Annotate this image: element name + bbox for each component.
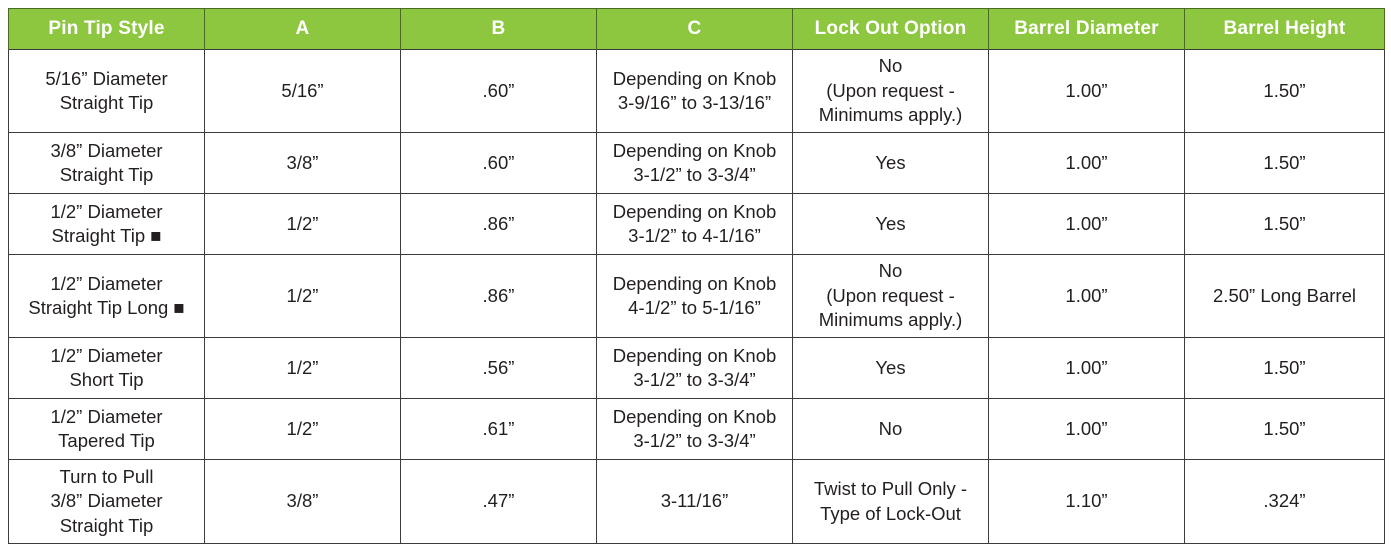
cell-lock-out-option: Twist to Pull Only - Type of Lock-Out bbox=[793, 460, 989, 544]
cell-b: .47” bbox=[401, 460, 597, 544]
cell-b: .60” bbox=[401, 133, 597, 194]
cell-c: Depending on Knob 3-1/2” to 3-3/4” bbox=[597, 338, 793, 399]
cell-pin-tip-style: 1/2” Diameter Short Tip bbox=[9, 338, 205, 399]
cell-lock-out-option: Yes bbox=[793, 194, 989, 255]
table-row bbox=[9, 133, 1385, 194]
cell-lock-out-option: No bbox=[793, 399, 989, 460]
cell-pin-tip-style: 1/2” Diameter Straight Tip ■ bbox=[9, 194, 205, 255]
cell-barrel-diameter: 1.00” bbox=[989, 194, 1185, 255]
pin-tip-spec-table bbox=[8, 8, 1385, 544]
spec-table-container bbox=[8, 8, 1385, 544]
cell-b: .86” bbox=[401, 255, 597, 338]
cell-barrel-diameter: 1.10” bbox=[989, 460, 1185, 544]
table-row bbox=[9, 338, 1385, 399]
cell-barrel-height: 1.50” bbox=[1185, 50, 1385, 133]
cell-pin-tip-style: 5/16” Diameter Straight Tip bbox=[9, 50, 205, 133]
cell-b: .56” bbox=[401, 338, 597, 399]
cell-lock-out-option: Yes bbox=[793, 338, 989, 399]
cell-barrel-diameter: 1.00” bbox=[989, 133, 1185, 194]
cell-c: Depending on Knob 3-1/2” to 4-1/16” bbox=[597, 194, 793, 255]
header-b: B bbox=[401, 9, 597, 50]
cell-a: 1/2” bbox=[205, 194, 401, 255]
cell-lock-out-option: No (Upon request - Minimums apply.) bbox=[793, 255, 989, 338]
cell-barrel-height: .324” bbox=[1185, 460, 1385, 544]
cell-barrel-diameter: 1.00” bbox=[989, 50, 1185, 133]
cell-barrel-height: 1.50” bbox=[1185, 194, 1385, 255]
cell-c: Depending on Knob 4-1/2” to 5-1/16” bbox=[597, 255, 793, 338]
table-row bbox=[9, 460, 1385, 544]
cell-a: 5/16” bbox=[205, 50, 401, 133]
cell-a: 1/2” bbox=[205, 399, 401, 460]
header-lock-out-option: Lock Out Option bbox=[793, 9, 989, 50]
cell-b: .61” bbox=[401, 399, 597, 460]
header-a: A bbox=[205, 9, 401, 50]
cell-barrel-diameter: 1.00” bbox=[989, 255, 1185, 338]
cell-lock-out-option: No (Upon request - Minimums apply.) bbox=[793, 50, 989, 133]
cell-a: 3/8” bbox=[205, 460, 401, 544]
cell-c: 3-11/16” bbox=[597, 460, 793, 544]
cell-lock-out-option: Yes bbox=[793, 133, 989, 194]
table-row bbox=[9, 50, 1385, 133]
cell-c: Depending on Knob 3-1/2” to 3-3/4” bbox=[597, 133, 793, 194]
cell-pin-tip-style: Turn to Pull 3/8” Diameter Straight Tip bbox=[9, 460, 205, 544]
cell-barrel-diameter: 1.00” bbox=[989, 338, 1185, 399]
table-row bbox=[9, 194, 1385, 255]
cell-barrel-height: 1.50” bbox=[1185, 399, 1385, 460]
cell-pin-tip-style: 1/2” Diameter Tapered Tip bbox=[9, 399, 205, 460]
cell-c: Depending on Knob 3-1/2” to 3-3/4” bbox=[597, 399, 793, 460]
cell-barrel-height: 1.50” bbox=[1185, 133, 1385, 194]
cell-c: Depending on Knob 3-9/16” to 3-13/16” bbox=[597, 50, 793, 133]
cell-barrel-height: 1.50” bbox=[1185, 338, 1385, 399]
header-c: C bbox=[597, 9, 793, 50]
header-barrel-diameter: Barrel Diameter bbox=[989, 9, 1185, 50]
header-pin-tip-style: Pin Tip Style bbox=[9, 9, 205, 50]
table-row bbox=[9, 399, 1385, 460]
cell-b: .86” bbox=[401, 194, 597, 255]
table-row bbox=[9, 255, 1385, 338]
cell-barrel-diameter: 1.00” bbox=[989, 399, 1185, 460]
header-row bbox=[9, 9, 1385, 50]
header-barrel-height: Barrel Height bbox=[1185, 9, 1385, 50]
cell-b: .60” bbox=[401, 50, 597, 133]
cell-pin-tip-style: 3/8” Diameter Straight Tip bbox=[9, 133, 205, 194]
cell-barrel-height: 2.50” Long Barrel bbox=[1185, 255, 1385, 338]
cell-a: 1/2” bbox=[205, 338, 401, 399]
cell-a: 3/8” bbox=[205, 133, 401, 194]
cell-pin-tip-style: 1/2” Diameter Straight Tip Long ■ bbox=[9, 255, 205, 338]
cell-a: 1/2” bbox=[205, 255, 401, 338]
